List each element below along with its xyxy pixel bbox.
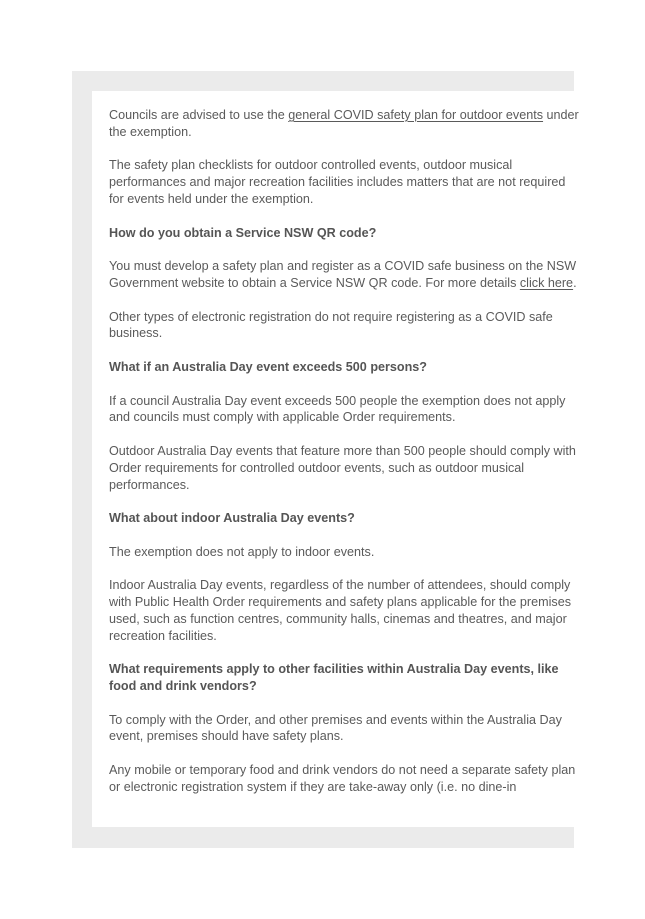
paragraph-outdoor-events: Outdoor Australia Day events that feature more than 500 people should comply with Order requirements for controlled outdoor events, such as outdoor musical performances. <box>109 443 576 492</box>
heading-other-facilities: What requirements apply to other facilities within Australia Day events, like food and drink vendors? <box>109 662 559 694</box>
general-covid-safety-plan-link[interactable]: general COVID safety plan for outdoor events <box>288 108 544 122</box>
document-page <box>92 91 579 827</box>
heading-exceeds-500: What if an Australia Day event exceeds 500 persons? <box>109 359 427 374</box>
paragraph-indoor-exemption: The exemption does not apply to indoor events. <box>109 544 375 559</box>
click-here-link[interactable]: click here <box>519 275 574 290</box>
paragraph-register: You must develop a safety plan and register as a COVID safe business on the NSW Government website to obtain a Service NSW QR code. For more details click here. <box>109 259 577 290</box>
paragraph-checklists: The safety plan checklists for outdoor controlled events, outdoor musical performances and major recreation facilities includes matters that are not required for events held under the exemption. <box>109 158 566 206</box>
paragraph-electronic-registration: Other types of electronic registration do not require registering as a COVID safe business. <box>109 309 553 341</box>
document-content <box>109 107 579 812</box>
paragraph-comply-order: To comply with the Order, and other premises and events within the Australia Day event, premises should have safety plans. <box>109 712 562 744</box>
heading-qr-code: How do you obtain a Service NSW QR code? <box>109 225 377 240</box>
heading-indoor-events: What about indoor Australia Day events? <box>109 511 355 526</box>
paragraph-food-vendors: Any mobile or temporary food and drink vendors do not need a separate safety plan or electronic registration system if they are take-away only (i.e. no dine-in <box>109 763 576 794</box>
paragraph-indoor-requirements: Indoor Australia Day events, regardless of the number of attendees, should comply with Public Health Order requirements and safety plans applicable for the premises used, such as function centres, community halls, cinemas and theatres, and major recreation facilities. <box>109 578 572 643</box>
paragraph-safety-plan: Councils are advised to use the general COVID safety plan for outdoor events under the exemption. <box>109 108 579 139</box>
paragraph-exemption-not-apply: If a council Australia Day event exceeds 500 people the exemption does not apply and councils must comply with applicable Order requirements. <box>109 393 566 425</box>
